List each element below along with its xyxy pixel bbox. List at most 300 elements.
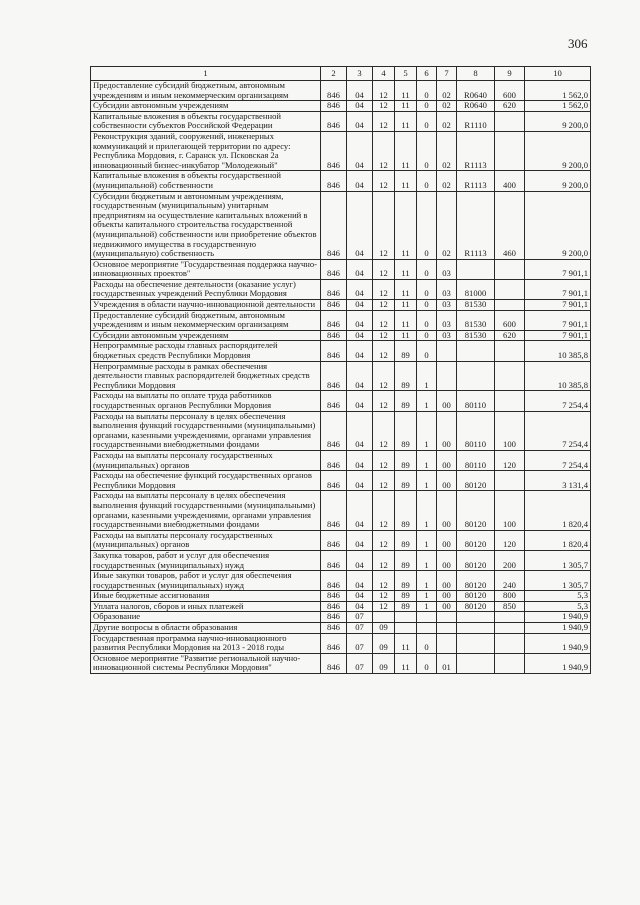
event-code: 00 [437,530,457,550]
admin-code: 846 [321,310,347,330]
expense-type-code: 120 [495,450,525,470]
amount-cell: 7 901,1 [525,259,591,279]
program-code: 89 [395,450,417,470]
subprogram-code: 1 [417,530,437,550]
admin-code: 846 [321,101,347,112]
admin-code: 846 [321,653,347,673]
header-cell: 9 [495,67,525,81]
direction-code: 81530 [457,300,495,311]
program-code: 11 [395,279,417,299]
subprogram-code: 0 [417,171,437,191]
amount-cell: 1 940,9 [525,633,591,653]
event-code: 02 [437,171,457,191]
amount-cell: 5,3 [525,601,591,612]
header-cell: 7 [437,67,457,81]
expense-type-code [495,361,525,391]
subprogram-code: 0 [417,633,437,653]
table-row [91,653,591,673]
admin-code: 846 [321,81,347,101]
expense-name: Предоставление субсидий бюджетным, автономным учреждениям и иным некоммерческим организациям [91,81,321,101]
program-code: 89 [395,601,417,612]
program-code: 11 [395,191,417,259]
direction-code: 80120 [457,571,495,591]
table-row [91,571,591,591]
amount-cell: 9 200,0 [525,191,591,259]
direction-code: R0640 [457,101,495,112]
amount-cell: 10 385,8 [525,361,591,391]
subprogram-code: 1 [417,550,437,570]
section-code: 07 [347,633,373,653]
table-row [91,341,591,361]
section-code: 04 [347,300,373,311]
admin-code: 846 [321,259,347,279]
direction-code [457,361,495,391]
subprogram-code: 1 [417,361,437,391]
expense-name: Основное мероприятие "Развитие региональной научно-инновационной системы Республики Мордовия" [91,653,321,673]
subprogram-code: 0 [417,330,437,341]
expense-type-code [495,391,525,411]
program-code: 89 [395,471,417,491]
amount-cell: 3 131,4 [525,471,591,491]
section-code: 04 [347,391,373,411]
header-cell: 5 [395,67,417,81]
direction-code: 80120 [457,601,495,612]
subprogram-code: 0 [417,81,437,101]
subprogram-code: 0 [417,341,437,361]
expense-name: Субсидии автономным учреждениям [91,330,321,341]
program-code [395,623,417,634]
admin-code: 846 [321,623,347,634]
amount-cell: 1 562,0 [525,101,591,112]
section-code: 04 [347,171,373,191]
admin-code: 846 [321,330,347,341]
section-code: 04 [347,601,373,612]
amount-cell: 7 901,1 [525,300,591,311]
expense-name: Образование [91,612,321,623]
section-code: 04 [347,411,373,450]
direction-code: 81530 [457,330,495,341]
event-code: 02 [437,111,457,131]
expense-name: Расходы на выплаты по оплате труда работников государственных органов Республики Мордовия [91,391,321,411]
expense-type-code: 620 [495,330,525,341]
table-row [91,391,591,411]
expense-type-code [495,471,525,491]
amount-cell: 1 820,4 [525,491,591,530]
subsection-code: 12 [373,191,395,259]
direction-code: 80120 [457,471,495,491]
event-code [437,361,457,391]
program-code: 11 [395,81,417,101]
expense-type-code [495,653,525,673]
event-code: 00 [437,601,457,612]
admin-code: 846 [321,450,347,470]
subsection-code: 12 [373,571,395,591]
subsection-code: 12 [373,259,395,279]
subsection-code: 09 [373,623,395,634]
program-code: 11 [395,633,417,653]
expense-name: Другие вопросы в области образования [91,623,321,634]
direction-code: 80110 [457,391,495,411]
expense-name: Основное мероприятие "Государственная поддержка научно-инновационных проектов" [91,259,321,279]
subprogram-code: 0 [417,259,437,279]
program-code: 89 [395,391,417,411]
expense-type-code [495,111,525,131]
expense-name: Закупка товаров, работ и услуг для обеспечения государственных (муниципальных) нужд [91,550,321,570]
page-number: 306 [568,36,588,51]
subprogram-code: 0 [417,310,437,330]
table-row [91,623,591,634]
subsection-code: 12 [373,361,395,391]
direction-code: 81000 [457,279,495,299]
expense-name: Уплата налогов, сборов и иных платежей [91,601,321,612]
subsection-code: 12 [373,131,395,170]
program-code: 11 [395,300,417,311]
subprogram-code: 1 [417,391,437,411]
direction-code [457,653,495,673]
section-code: 04 [347,341,373,361]
subprogram-code: 0 [417,191,437,259]
event-code: 02 [437,81,457,101]
program-code: 89 [395,571,417,591]
expense-type-code: 240 [495,571,525,591]
program-code: 89 [395,530,417,550]
admin-code: 846 [321,471,347,491]
expense-name: Непрограммные расходы главных распорядителей бюджетных средств Республики Мордовия [91,341,321,361]
admin-code: 846 [321,530,347,550]
event-code: 00 [437,591,457,602]
expense-type-code: 460 [495,191,525,259]
table-row [91,191,591,259]
subsection-code: 12 [373,111,395,131]
subsection-code: 12 [373,471,395,491]
expense-name: Непрограммные расходы в рамках обеспечения деятельности главных распорядителей бюджетных средств Республики Мордовия [91,361,321,391]
section-code: 04 [347,191,373,259]
event-code: 00 [437,491,457,530]
header-cell: 3 [347,67,373,81]
event-code: 00 [437,391,457,411]
subsection-code: 12 [373,101,395,112]
expense-name: Реконструкция зданий, сооружений, инженерных коммуникаций и прилегающей территории по адресу: Республика Мордовия, г. Саранск ул. Псковская 2а инновационный бизнес-инкубатор "Молодежный" [91,131,321,170]
subprogram-code: 0 [417,111,437,131]
subsection-code: 12 [373,310,395,330]
table-row [91,259,591,279]
expense-type-code: 400 [495,171,525,191]
subprogram-code: 0 [417,131,437,170]
amount-cell: 10 385,8 [525,341,591,361]
expense-name: Учреждения в области научно-инновационной деятельности [91,300,321,311]
direction-code: R1113 [457,131,495,170]
program-code: 11 [395,259,417,279]
subsection-code: 12 [373,491,395,530]
section-code: 04 [347,310,373,330]
program-code: 11 [395,171,417,191]
amount-cell: 5,3 [525,591,591,602]
section-code: 04 [347,361,373,391]
subsection-code: 12 [373,450,395,470]
expense-name: Иные закупки товаров, работ и услуг для обеспечения государственных (муниципальных) нужд [91,571,321,591]
amount-cell: 1 820,4 [525,530,591,550]
expense-type-code [495,612,525,623]
expense-type-code [495,341,525,361]
admin-code: 846 [321,171,347,191]
expense-name: Расходы на обеспечение функций государственных органов Республики Мордовия [91,471,321,491]
event-code: 03 [437,279,457,299]
header-cell: 1 [91,67,321,81]
expense-name: Расходы на выплаты персоналу в целях обеспечения выполнения функций государственными (муниципальными) органами, казенными учреждениями, органами управления государственными внебюджетными фондами [91,411,321,450]
section-code: 04 [347,450,373,470]
expense-type-code: 100 [495,411,525,450]
event-code: 02 [437,131,457,170]
amount-cell: 7 254,4 [525,411,591,450]
subsection-code: 09 [373,633,395,653]
amount-cell: 7 254,4 [525,391,591,411]
subsection-code: 12 [373,530,395,550]
event-code [437,633,457,653]
table-row [91,330,591,341]
admin-code: 846 [321,361,347,391]
header-cell: 4 [373,67,395,81]
admin-code: 846 [321,612,347,623]
table-row [91,530,591,550]
admin-code: 846 [321,131,347,170]
event-code: 03 [437,330,457,341]
section-code: 04 [347,491,373,530]
event-code: 00 [437,450,457,470]
expense-type-code: 120 [495,530,525,550]
amount-cell: 1 940,9 [525,653,591,673]
admin-code: 846 [321,341,347,361]
admin-code: 846 [321,391,347,411]
table-row [91,111,591,131]
header-cell: 6 [417,67,437,81]
subsection-code: 12 [373,330,395,341]
section-code: 04 [347,111,373,131]
direction-code [457,341,495,361]
table-row [91,411,591,450]
amount-cell: 1 940,9 [525,612,591,623]
header-cell: 2 [321,67,347,81]
subprogram-code: 0 [417,300,437,311]
expense-name: Иные бюджетные ассигнования [91,591,321,602]
program-code: 11 [395,330,417,341]
table-row [91,612,591,623]
header-cell: 8 [457,67,495,81]
table-row [91,491,591,530]
event-code: 00 [437,550,457,570]
event-code [437,612,457,623]
section-code: 04 [347,571,373,591]
section-code: 04 [347,530,373,550]
table-row [91,101,591,112]
program-code: 89 [395,491,417,530]
event-code: 01 [437,653,457,673]
header-cell: 10 [525,67,591,81]
table-row [91,81,591,101]
admin-code: 846 [321,550,347,570]
program-code: 89 [395,341,417,361]
amount-cell: 1 940,9 [525,623,591,634]
subsection-code: 12 [373,81,395,101]
admin-code: 846 [321,591,347,602]
table-row [91,471,591,491]
expense-type-code: 100 [495,491,525,530]
expense-type-code: 600 [495,310,525,330]
direction-code: 80120 [457,591,495,602]
section-code: 07 [347,653,373,673]
amount-cell: 9 200,0 [525,111,591,131]
subprogram-code: 0 [417,653,437,673]
table-row [91,361,591,391]
event-code [437,341,457,361]
subprogram-code: 1 [417,411,437,450]
subsection-code: 09 [373,653,395,673]
program-code: 11 [395,111,417,131]
amount-cell: 7 254,4 [525,450,591,470]
expense-name: Субсидии бюджетным и автономным учреждениям, государственным (муниципальным) унитарным предприятиям на осуществление капитальных вложений в объекты капитального строительства государственной (муниципальной) собственности или приобретение объектов недвижимого имущества в государственную (муниципальную) собственность [91,191,321,259]
expense-name: Расходы на обеспечение деятельности (оказание услуг) государственных учреждений Республики Мордовия [91,279,321,299]
expense-name: Расходы на выплаты персоналу в целях обеспечения выполнения функций государственными (муниципальными) органами, казенными учреждениями, органами управления государственными внебюджетными фондами [91,491,321,530]
admin-code: 846 [321,411,347,450]
section-code: 04 [347,279,373,299]
subsection-code: 12 [373,279,395,299]
expense-type-code: 850 [495,601,525,612]
subsection-code: 12 [373,300,395,311]
section-code: 04 [347,591,373,602]
subsection-code: 12 [373,550,395,570]
direction-code: R1110 [457,111,495,131]
expense-type-code [495,623,525,634]
event-code: 03 [437,259,457,279]
subprogram-code: 1 [417,601,437,612]
expense-name: Капитальные вложения в объекты государственной (муниципальной) собственности [91,171,321,191]
subsection-code: 12 [373,591,395,602]
expense-type-code [495,131,525,170]
subprogram-code: 1 [417,571,437,591]
expense-type-code: 200 [495,550,525,570]
table-row [91,591,591,602]
program-code [395,612,417,623]
direction-code: R1113 [457,191,495,259]
event-code: 02 [437,191,457,259]
amount-cell: 9 200,0 [525,171,591,191]
table-row [91,633,591,653]
amount-cell: 1 305,7 [525,571,591,591]
subprogram-code [417,612,437,623]
expense-name: Расходы на выплаты персоналу государственных (муниципальных) органов [91,450,321,470]
subsection-code: 12 [373,341,395,361]
subprogram-code [417,623,437,634]
table-row [91,550,591,570]
section-code: 04 [347,550,373,570]
expense-name: Расходы на выплаты персоналу государственных (муниципальных) органов [91,530,321,550]
direction-code: 80120 [457,550,495,570]
expense-name: Государственная программа научно-инновационного развития Республики Мордовия на 2013 - 2018 годы [91,633,321,653]
program-code: 11 [395,131,417,170]
table-row [91,131,591,170]
direction-code: 80110 [457,411,495,450]
direction-code: 80120 [457,530,495,550]
program-code: 11 [395,653,417,673]
expense-name: Предоставление субсидий бюджетным, автономным учреждениям и иным некоммерческим организациям [91,310,321,330]
program-code: 89 [395,411,417,450]
section-code: 07 [347,623,373,634]
event-code: 03 [437,310,457,330]
direction-code: R0640 [457,81,495,101]
admin-code: 846 [321,111,347,131]
expense-type-code: 600 [495,81,525,101]
direction-code [457,259,495,279]
subprogram-code: 0 [417,101,437,112]
event-code: 03 [437,300,457,311]
amount-cell: 1 562,0 [525,81,591,101]
program-code: 11 [395,310,417,330]
event-code: 00 [437,571,457,591]
subprogram-code: 1 [417,450,437,470]
table-row [91,450,591,470]
table-row [91,601,591,612]
section-code: 04 [347,259,373,279]
admin-code: 846 [321,601,347,612]
admin-code: 846 [321,191,347,259]
amount-cell: 9 200,0 [525,131,591,170]
table-row [91,300,591,311]
expense-name: Капитальные вложения в объекты государственной собственности субъектов Российской Федерации [91,111,321,131]
program-code: 11 [395,101,417,112]
program-code: 89 [395,591,417,602]
amount-cell: 7 901,1 [525,330,591,341]
amount-cell: 7 901,1 [525,279,591,299]
amount-cell: 7 901,1 [525,310,591,330]
direction-code: 81530 [457,310,495,330]
subprogram-code: 1 [417,471,437,491]
direction-code: 80120 [457,491,495,530]
expense-type-code [495,259,525,279]
expense-type-code [495,279,525,299]
section-code: 04 [347,101,373,112]
table-row [91,171,591,191]
event-code [437,623,457,634]
direction-code [457,612,495,623]
subsection-code: 12 [373,411,395,450]
admin-code: 846 [321,300,347,311]
subprogram-code: 1 [417,491,437,530]
subsection-code: 12 [373,391,395,411]
subsection-code: 12 [373,601,395,612]
section-code: 04 [347,131,373,170]
subprogram-code: 0 [417,279,437,299]
section-code: 04 [347,330,373,341]
table-row [91,279,591,299]
subsection-code: 12 [373,171,395,191]
admin-code: 846 [321,571,347,591]
header-row [91,67,591,81]
table-body [91,81,591,674]
admin-code: 846 [321,633,347,653]
amount-cell: 1 305,7 [525,550,591,570]
expense-type-code: 800 [495,591,525,602]
direction-code [457,633,495,653]
program-code: 89 [395,361,417,391]
section-code: 04 [347,81,373,101]
event-code: 00 [437,471,457,491]
event-code: 02 [437,101,457,112]
section-code: 07 [347,612,373,623]
direction-code: R1113 [457,171,495,191]
section-code: 04 [347,471,373,491]
table-row [91,310,591,330]
admin-code: 846 [321,279,347,299]
direction-code: 80110 [457,450,495,470]
